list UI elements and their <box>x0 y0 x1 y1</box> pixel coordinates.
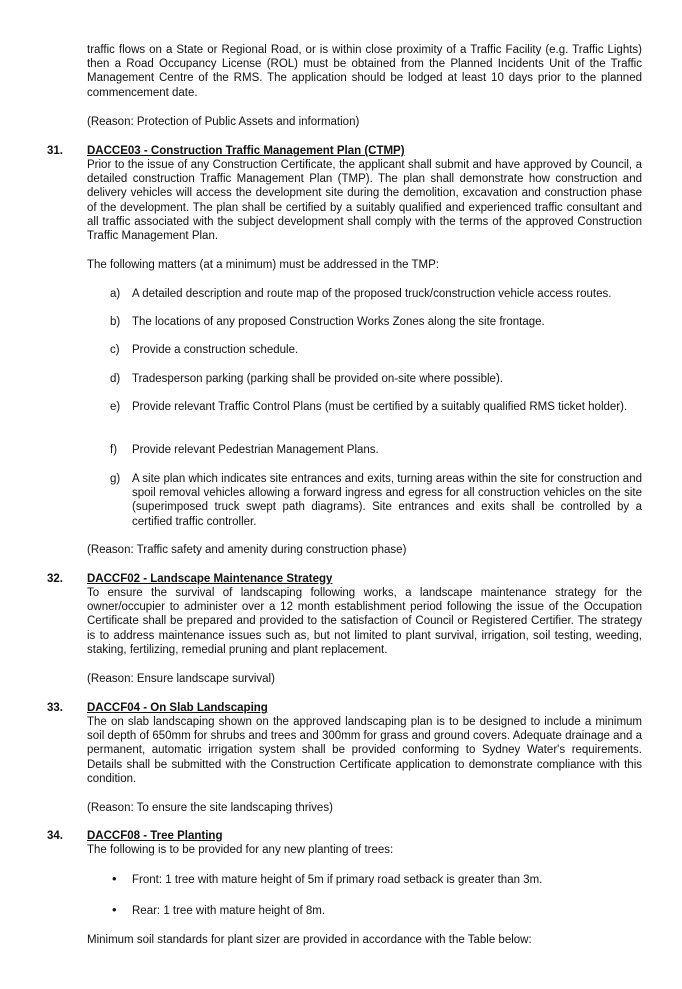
intro-paragraph: traffic flows on a State or Regional Road, or is within close proximity of a Traffic Facility (e.g. Traffic Lights) then a Road Occupancy License (ROL) must be obtained from the Planned Incidents Unit of the Traffic Management Centre of the RMS. The application should be lodged at least 10 days prior to the planned commencement date. <box>87 44 642 99</box>
condition-33-reason: (Reason: To ensure the site landscaping thrives) <box>87 802 333 814</box>
condition-32-body: To ensure the survival of landscaping following works, a landscape maintenance strategy for the owner/occupier to administer over a 12 month establishment period following the issue of the Occupation Certificate shall be prepared and provided to the satisfaction of Council or Registered Certifier. The strategy is to address maintenance issues such as, but not limited to plant survival, irrigation, soil testing, weeding, staking, fertilizing, remedial pruning and plant replacement. <box>87 587 642 656</box>
condition-31-lead: The following matters (at a minimum) must be addressed in the TMP: <box>87 259 439 271</box>
condition-31-body: Prior to the issue of any Construction Certificate, the applicant shall submit and have approved by Council, a detailed construction Traffic Management Plan (TMP). The plan shall demonstrate how construction and delivery vehicles will access the development site during the demolition, excavation and construction phase of the development. The plan shall be certified by a suitably qualified and experienced traffic consultant and all traffic associated with the subject development shall comply with the terms of the approved Construction Traffic Management Plan. <box>87 159 642 243</box>
tmp-item-b-label: b) <box>110 316 121 328</box>
condition-31-heading: DACCE03 - Construction Traffic Management Plan (CTMP) <box>87 145 405 157</box>
tmp-item-e-text: Provide relevant Traffic Control Plans (must be certified by a suitably qualified RMS ticket holder). <box>132 401 628 413</box>
intro-reason: (Reason: Protection of Public Assets and information) <box>87 116 360 128</box>
condition-34-heading: DACCF08 - Tree Planting <box>87 830 223 842</box>
condition-33-heading: DACCF04 - On Slab Landscaping <box>87 702 268 714</box>
condition-34-number: 34. <box>47 830 63 842</box>
bullet-point-icon: • <box>112 871 117 886</box>
tmp-item-g-text: A site plan which indicates site entrances and exits, turning areas within the site for construction and spoil removal vehicles allowing a forward ingress and egress for all construction vehicles on the site (superimposed truck swept path diagrams). Site entrances and exits shall be controlled by a certified traffic controller. <box>132 473 642 528</box>
tmp-item-b-text: The locations of any proposed Construction Works Zones along the site frontage. <box>132 316 545 328</box>
tmp-item-f-text: Provide relevant Pedestrian Management Plans. <box>132 444 379 456</box>
bullet-point-icon: • <box>112 902 117 917</box>
condition-31-reason: (Reason: Traffic safety and amenity during construction phase) <box>87 544 407 556</box>
condition-34-closing: Minimum soil standards for plant sizer are provided in accordance with the Table below: <box>87 934 532 946</box>
tmp-item-d-text: Tradesperson parking (parking shall be provided on-site where possible). <box>132 373 503 385</box>
condition-33-body: The on slab landscaping shown on the approved landscaping plan is to be designed to include a minimum soil depth of 650mm for shrubs and trees and 300mm for grass and ground covers. Adequate drainage and a permanent, automatic irrigation system shall be provided conforming to Sydney Water's requirements. Details shall be submitted with the Construction Certificate application to demonstrate compliance with this condition. <box>87 716 642 785</box>
tmp-item-a-text: A detailed description and route map of the proposed truck/construction vehicle access routes. <box>132 288 612 300</box>
condition-34-lead: The following is to be provided for any new planting of trees: <box>87 844 394 856</box>
condition-32-reason: (Reason: Ensure landscape survival) <box>87 673 275 685</box>
tmp-item-c-label: c) <box>110 344 120 356</box>
condition-32-heading: DACCF02 - Landscape Maintenance Strategy <box>87 573 333 585</box>
tree-planting-rear: Rear: 1 tree with mature height of 8m. <box>132 905 326 917</box>
condition-31-number: 31. <box>47 145 63 157</box>
tmp-item-d-label: d) <box>110 373 121 385</box>
tmp-item-e-label: e) <box>110 401 121 413</box>
condition-33-number: 33. <box>47 702 63 714</box>
tmp-item-f-label: f) <box>110 444 118 456</box>
tmp-item-c-text: Provide a construction schedule. <box>132 344 299 356</box>
tmp-item-g-label: g) <box>110 473 121 485</box>
tree-planting-front: Front: 1 tree with mature height of 5m if primary road setback is greater than 3m. <box>132 874 543 886</box>
tmp-item-a-label: a) <box>110 288 121 300</box>
condition-32-number: 32. <box>47 573 63 585</box>
